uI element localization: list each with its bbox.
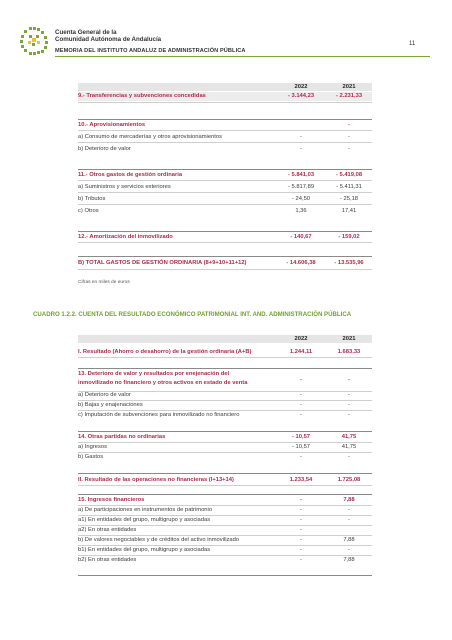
row-divider xyxy=(78,485,372,486)
table-cell: - 13.535,96 xyxy=(334,260,364,266)
table-row xyxy=(78,134,372,141)
row-divider xyxy=(78,231,372,232)
col-2021: 2021 xyxy=(342,84,356,90)
table-cell: - xyxy=(300,412,302,418)
table-row xyxy=(78,122,372,129)
row-divider xyxy=(78,180,372,181)
table-cell: 41,75 xyxy=(341,444,357,450)
table-cell: - 5.817,89 xyxy=(287,184,315,190)
row-label: 12.- Amortización del inmovilizado xyxy=(78,234,173,240)
row-divider xyxy=(78,400,372,401)
table-cell: - xyxy=(300,376,302,383)
row-divider xyxy=(78,204,372,205)
row-divider xyxy=(78,505,372,506)
table-row xyxy=(78,537,372,544)
table-cell: 17,41 xyxy=(341,208,357,214)
table-row xyxy=(78,412,372,419)
table-header xyxy=(78,83,372,91)
row-divider xyxy=(78,269,372,270)
table-row xyxy=(78,208,372,215)
row-divider xyxy=(78,192,372,193)
table-cell: - xyxy=(300,497,302,503)
col-2022: 2022 xyxy=(294,84,308,90)
table-cell: - 10,57 xyxy=(291,444,311,450)
table-cell: - xyxy=(300,454,302,460)
table-cell: - 140,67 xyxy=(290,234,312,240)
row-label: b) Bajas y enajenaciones xyxy=(78,402,143,408)
row-divider xyxy=(78,410,372,411)
table-cell: - xyxy=(348,392,350,398)
table-header xyxy=(78,335,372,343)
row-label: a) De participaciones en instrumentos de patrimonio xyxy=(78,507,213,513)
row-label: c) Imputación de subvenciones para inmovilizado no financiero xyxy=(78,412,240,418)
table-cell: 1.233,54 xyxy=(289,477,313,483)
table-row xyxy=(78,184,372,191)
table-cell: - xyxy=(300,134,302,140)
row-label: 9.- Transferencias y subvenciones concedidas xyxy=(78,93,206,99)
row-divider xyxy=(78,169,372,170)
row-label: B) TOTAL GASTOS DE GESTIÓN ORDINARIA (8+9+10+11+12) xyxy=(78,260,247,266)
table-cell: - xyxy=(300,557,302,563)
row-divider xyxy=(78,130,372,131)
table-cell: - xyxy=(348,547,350,553)
row-divider xyxy=(78,119,372,120)
table-row xyxy=(78,547,372,554)
table-cell: - 25,18 xyxy=(339,196,359,202)
table-cell: - 10,57 xyxy=(291,434,311,440)
row-label: b) Tributos xyxy=(78,196,106,202)
table-cell: - xyxy=(348,134,350,140)
table-row xyxy=(78,557,372,564)
row-label: b2) En otras entidades xyxy=(78,557,137,563)
table-row xyxy=(78,172,372,179)
table-cell: - xyxy=(348,402,350,408)
table-row xyxy=(78,260,372,267)
row-label: a) Ingresos xyxy=(78,444,107,450)
row-divider xyxy=(78,575,372,576)
row-label: a2) En otras entidades xyxy=(78,527,137,533)
table-note: Cifras en miles de euros xyxy=(78,280,130,285)
row-divider xyxy=(78,102,372,103)
table-cell: - xyxy=(348,517,350,523)
row-label: a) Consumo de mercaderías y otros aprovisionamientos xyxy=(78,134,223,140)
table-row xyxy=(78,477,372,484)
table-cell: - xyxy=(300,547,302,553)
row-label: c) Otros xyxy=(78,208,99,214)
col-2021: 2021 xyxy=(342,336,356,342)
table-row xyxy=(78,517,372,524)
table-cell: - 2.231,33 xyxy=(335,93,363,99)
row-divider xyxy=(78,555,372,556)
section-title: CUADRO 1.2.2. CUENTA DEL RESULTADO ECONÓMICO PATRIMONIAL INT. AND. ADMINISTRACIÓN PÚBLICA xyxy=(33,311,352,318)
row-label: 10.- Aprovisionamientos xyxy=(78,122,146,128)
table-row xyxy=(78,93,372,100)
header-divider xyxy=(55,56,430,57)
table-cell: - xyxy=(300,392,302,398)
table-cell: 7,88 xyxy=(343,557,355,563)
logo-icon xyxy=(20,27,48,55)
table-cell: 1.683,33 xyxy=(337,349,361,355)
table-cell: - xyxy=(300,146,302,152)
row-label: 15. Ingresos financieros xyxy=(78,497,145,503)
table-cell: - xyxy=(300,402,302,408)
row-label: b) De valores negociables y de créditos del activo inmovilizado xyxy=(78,537,240,543)
row-divider xyxy=(78,357,372,358)
table-cell: - 5.841,03 xyxy=(287,172,315,178)
table-row xyxy=(78,349,372,356)
row-label: b1) En entidades del grupo, multigrupo y asociadas xyxy=(78,547,211,553)
table-cell: 1.244,11 xyxy=(289,349,313,355)
row-label: I. Resultado (Ahorro o desahorro) de la gestión ordinaria (A+B) xyxy=(78,349,252,355)
row-label: 11.- Otros gastos de gestión ordinaria xyxy=(78,172,183,178)
table-row xyxy=(78,497,372,504)
table-cell: 41,75 xyxy=(341,434,357,440)
table-row xyxy=(78,444,372,451)
table-cell: - 24,50 xyxy=(291,196,311,202)
row-divider xyxy=(78,535,372,536)
row-label: a1) En entidades del grupo, multigrupo y asociadas xyxy=(78,517,211,523)
row-label: b) Deterioro de valor xyxy=(78,146,131,152)
table-cell: - xyxy=(348,376,350,383)
table-cell: - 3.144,23 xyxy=(287,93,315,99)
table-cell: - xyxy=(300,517,302,523)
table-cell: - xyxy=(348,454,350,460)
header-title-line2: Comunidad Autónoma de Andalucía xyxy=(55,36,162,43)
row-divider xyxy=(78,473,372,474)
table-row xyxy=(78,392,372,399)
row-divider xyxy=(78,494,372,495)
table-row xyxy=(78,371,372,389)
row-label: b) Gastos xyxy=(78,454,104,460)
row-divider xyxy=(78,545,372,546)
row-label: a) Suministros y servicios exteriores xyxy=(78,184,171,190)
row-divider xyxy=(78,452,372,453)
col-2022: 2022 xyxy=(294,336,308,342)
header-title-line1: Cuenta General de la xyxy=(55,29,117,36)
row-label: II. Resultado de las operaciones no financieras (I+13+14) xyxy=(78,477,234,483)
table-row xyxy=(78,434,372,441)
page-number: 11 xyxy=(409,41,416,47)
row-divider xyxy=(78,431,372,432)
row-label: a) Deterioro de valor xyxy=(78,392,131,398)
table-row xyxy=(78,527,372,534)
table-cell: - xyxy=(348,146,350,152)
table-cell: - 5.411,31 xyxy=(336,184,362,190)
table-cell: - xyxy=(300,527,302,533)
row-label: 14. Otras partidas no ordinarias xyxy=(78,434,166,440)
table-cell: - xyxy=(348,122,350,128)
header-subtitle: MEMORIA DEL INSTITUTO ANDALUZ DE ADMINISTRACIÓN PÚBLICA xyxy=(55,48,246,54)
table-cell: - xyxy=(300,507,302,513)
table-row xyxy=(78,402,372,409)
table-cell: 7,88 xyxy=(343,537,355,543)
row-divider xyxy=(78,525,372,526)
table-row xyxy=(78,454,372,461)
table-cell: - 14.606,38 xyxy=(286,260,316,266)
row-label: 13. Deterioro de valor y resultados por enejenación del inmovilizado no financiero y otros activos en estado de venta xyxy=(78,371,248,386)
row-divider xyxy=(78,242,372,243)
row-divider xyxy=(78,515,372,516)
table-cell: - 5.419,08 xyxy=(335,172,363,178)
table-cell: - xyxy=(300,537,302,543)
table-row xyxy=(78,234,372,241)
table-cell: 1.725,08 xyxy=(337,477,361,483)
row-divider xyxy=(78,142,372,143)
table-cell: - xyxy=(348,507,350,513)
table-cell: - xyxy=(348,412,350,418)
row-divider xyxy=(78,368,372,369)
table-row xyxy=(78,146,372,153)
row-divider xyxy=(78,256,372,257)
table-row xyxy=(78,507,372,514)
row-divider xyxy=(78,442,372,443)
table-cell: 7,88 xyxy=(343,497,355,503)
table-cell: 1,36 xyxy=(295,208,307,214)
table-cell: - 159,02 xyxy=(338,234,360,240)
table-row xyxy=(78,196,372,203)
